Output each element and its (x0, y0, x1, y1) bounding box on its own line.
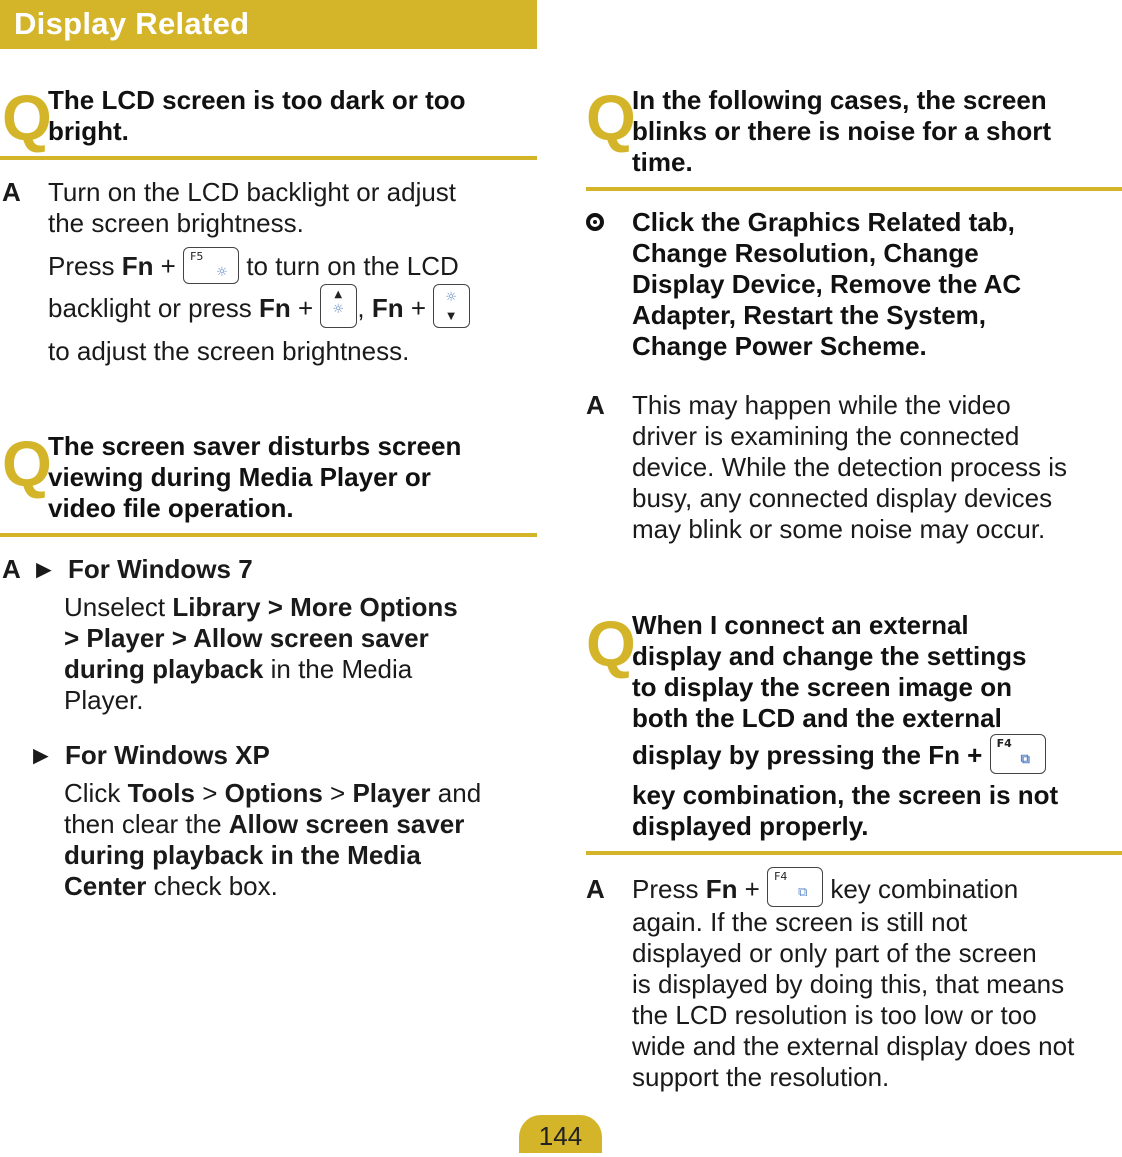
answer-label: A (586, 874, 605, 904)
answer-line: Turn on the LCD backlight or adjust (48, 177, 457, 207)
divider (0, 533, 537, 537)
question-line: bright. (48, 116, 129, 146)
divider (0, 156, 537, 160)
q-marker: Q (2, 82, 52, 154)
backlight-icon: ☼ (216, 264, 228, 280)
question-screen-saver (48, 431, 533, 524)
answer-lcd-brightness (48, 177, 533, 239)
question-external-display: When I connect an external display and change the settings to display the screen image on both the LCD and the external display by pressing the Fn + F4 ⧉ key combination, the screen is not displayed properly. (632, 610, 1059, 842)
question-line: viewing during Media Player or (48, 462, 431, 492)
answer-screen-blinks: This may happen while the video driver is examining the connected device. While the detection process is busy, any connected display devices may blink or some noise may occur. (632, 390, 1067, 544)
fn-key-label: Fn (121, 251, 154, 281)
q-marker: Q (586, 82, 636, 154)
arrow-up-icon: ▲ (334, 289, 343, 301)
answer-label: A ► For Windows 7 (2, 554, 253, 584)
f5-key: F5 ☼ (183, 247, 239, 284)
section-title: Display Related (14, 6, 250, 41)
windowsxp-instructions: Click Tools > Options > Player and then clear the Allow screen saver during playback in the Media Center check box. (64, 778, 482, 901)
instruction-brightness-keys: backlight or press Fn + ▲ ☼ , Fn + ☼ ▼ (48, 292, 533, 328)
question-line: In the following cases, the screen (632, 85, 1047, 115)
arrow-down-icon: ▼ (447, 311, 455, 323)
bullet-circle-icon (586, 213, 604, 231)
question-line: The LCD screen is too dark or too (48, 85, 466, 115)
question-line: video file operation. (48, 493, 294, 523)
brightness-icon: ☼ (445, 290, 457, 306)
question-screen-blinks (632, 85, 1120, 178)
divider (586, 851, 1122, 855)
answer-external-display: Press Fn + F4 ⧉ key combination again. If the screen is still not displayed or only part of the screen is displayed by doing this, that means the LCD resolution is too low or too wide and the external display does not support the resolution. (632, 874, 1122, 1093)
question-line: The screen saver disturbs screen (48, 431, 462, 461)
answer-label: A (2, 177, 21, 207)
display-switch-icon: ⧉ (1020, 752, 1030, 768)
arrow-right-icon: ► (31, 554, 57, 584)
f4-key: F4 ⧉ (767, 867, 823, 907)
page-number: 144 (538, 1121, 583, 1151)
instruction-adjust: to adjust the screen brightness. (48, 336, 410, 366)
q-marker: Q (586, 608, 636, 680)
windows7-instructions: Unselect Library > More Options > Player > Allow screen saver during playback in the Media Player. (64, 592, 458, 715)
divider (586, 187, 1122, 191)
windows7-heading: For Windows 7 (68, 554, 253, 584)
question-line: blinks or there is noise for a short (632, 116, 1051, 146)
q-marker: Q (2, 428, 52, 500)
case-list: Click the Graphics Related tab, Change Resolution, Change Display Device, Remove the AC Adapter, Restart the System, Change Power Scheme. (632, 207, 1022, 361)
page-number-tab (519, 1115, 602, 1153)
question-lcd-brightness (48, 85, 533, 147)
question-line: time. (632, 147, 693, 177)
brightness-icon: ☼ (332, 302, 345, 318)
display-switch-icon: ⧉ (798, 885, 808, 901)
windowsxp-heading-row (28, 740, 270, 771)
f4-key: F4 ⧉ (990, 734, 1046, 774)
instruction-press-f5: Press Fn + F5 ☼ to turn on the LCD (48, 250, 533, 284)
brightness-up-key (320, 284, 357, 328)
windowsxp-heading: For Windows XP (64, 740, 270, 770)
answer-label: A (586, 390, 605, 420)
brightness-down-key (433, 284, 470, 328)
arrow-right-icon: ► (28, 740, 54, 770)
answer-line: the screen brightness. (48, 208, 304, 238)
